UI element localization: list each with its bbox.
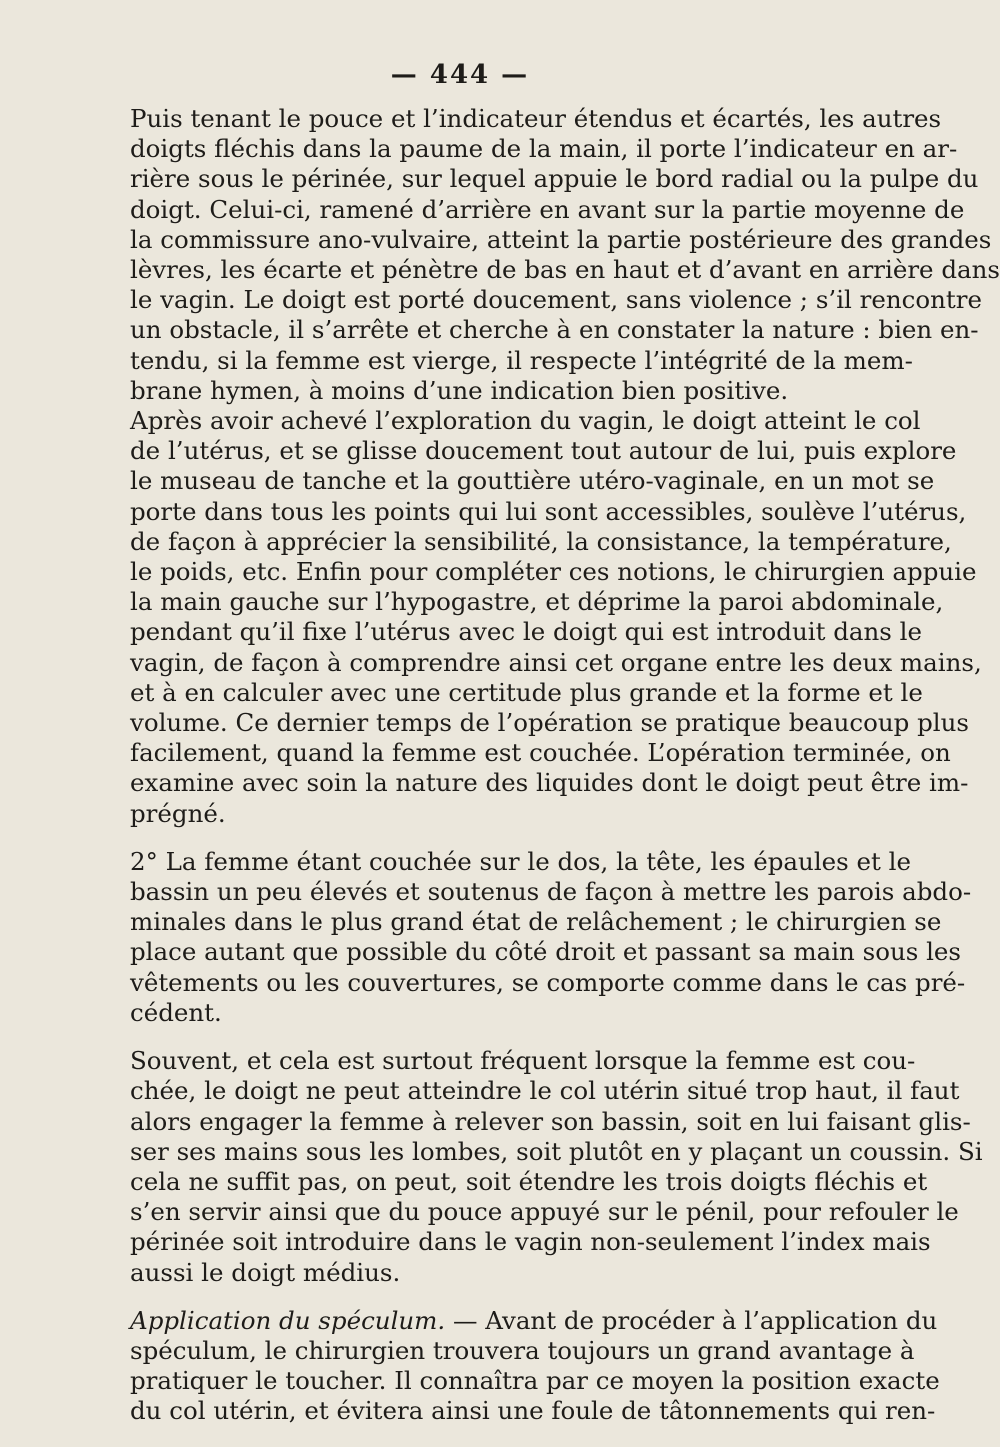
text-line: volume. Ce dernier temps de l’opération se pratique beaucoup plus [130,708,969,738]
text-fragment: — Avant de procéder à l’application du [445,1305,938,1335]
text-line: rière sous le périnée, sur lequel appuie le bord radial ou la pulpe du [130,164,979,194]
paragraph-4 [130,1046,983,1288]
text-line: brane hymen, à moins d’une indication bien positive. [130,375,789,405]
text-line: le poids, etc. Enfin pour compléter ces notions, le chirurgien appuie [130,557,977,587]
text-line: tendu, si la femme est vierge, il respecte l’intégrité de la mem- [130,345,913,375]
text-line: prégné. [130,798,226,828]
text-line: le vagin. Le doigt est porté doucement, sans violence ; s’il rencontre [130,285,982,315]
text-line: vêtements ou les couvertures, se comporte comme dans le cas pré- [130,967,966,997]
text-line: de façon à apprécier la sensibilité, la consistance, la température, [130,526,952,556]
text-line: doigts fléchis dans la paume de la main, il porte l’indicateur en ar- [130,134,958,164]
paragraph-3 [130,846,972,1028]
text-line: vagin, de façon à comprendre ainsi cet organe entre les deux mains, [130,647,982,677]
text-line: du col utérin, et évitera ainsi une foule de tâtonnements qui ren- [130,1396,936,1426]
text-line: lèvres, les écarte et pénètre de bas en haut et d’avant en arrière dans [130,255,1000,285]
text-line: un obstacle, il s’arrête et cherche à en constater la nature : bien en- [130,315,979,345]
page-number: — 444 — [390,60,530,90]
text-line: ser ses mains sous les lombes, soit plutôt en y plaçant un coussin. Si [130,1136,983,1166]
text-line: examine avec soin la nature des liquides dont le doigt peut être im- [130,768,969,798]
text-line: chée, le doigt ne peut atteindre le col utérin situé trop haut, il faut [130,1076,960,1106]
text-line: Souvent, et cela est surtout fréquent lorsque la femme est cou- [130,1046,916,1076]
text-line: spéculum, le chirurgien trouvera toujours un grand avantage à [130,1335,915,1365]
text-line: porte dans tous les points qui lui sont accessibles, soulève l’utérus, [130,496,967,526]
text-line: Après avoir achevé l’exploration du vagin, le doigt atteint le col [130,406,921,436]
text-line: minales dans le plus grand état de relâchement ; le chirurgien se [130,907,942,937]
text-line: la commissure ano-vulvaire, atteint la partie postérieure des grandes [130,224,992,254]
text-line: la main gauche sur l’hypogastre, et déprime la paroi abdominale, [130,587,944,617]
paragraph-2 [130,406,982,829]
text-line: aussi le doigt médius. [130,1257,401,1287]
text-line: bassin un peu élevés et soutenus de façon à mettre les parois abdo- [130,877,972,907]
text-line: alors engager la femme à relever son bassin, soit en lui faisant glis- [130,1106,971,1136]
text-line [130,1305,938,1336]
paragraph-1 [130,104,1000,406]
text-line: s’en servir ainsi que du pouce appuyé sur le pénil, pour refouler le [130,1197,959,1227]
text-line: doigt. Celui-ci, ramené d’arrière en avant sur la partie moyenne de [130,194,965,224]
text-line: de l’utérus, et se glisse doucement tout autour de lui, puis explore [130,436,957,466]
text-line: 2° La femme étant couchée sur le dos, la tête, les épaules et le [130,846,911,876]
text-line: place autant que possible du côté droit et passant sa main sous les [130,937,961,967]
text-line: cédent. [130,997,222,1027]
paragraph-5 [130,1305,940,1427]
text-line: Puis tenant le pouce et l’indicateur étendus et écartés, les autres [130,104,942,133]
text-line: et à en calculer avec une certitude plus grande et la forme et le [130,677,923,707]
text-line: cela ne suffit pas, on peut, soit étendre les trois doigts fléchis et [130,1166,928,1196]
text-line: le museau de tanche et la gouttière utéro-vaginale, en un mot se [130,466,935,496]
section-heading: Application du spéculum. [130,1305,446,1335]
text-line: pratiquer le toucher. Il connaîtra par ce moyen la position exacte [130,1366,940,1396]
text-line: facilement, quand la femme est couchée. L’opération terminée, on [130,738,951,768]
text-line: périnée soit introduire dans le vagin non-seulement l’index mais [130,1227,931,1257]
text-line: pendant qu’il fixe l’utérus avec le doigt qui est introduit dans le [130,617,922,647]
